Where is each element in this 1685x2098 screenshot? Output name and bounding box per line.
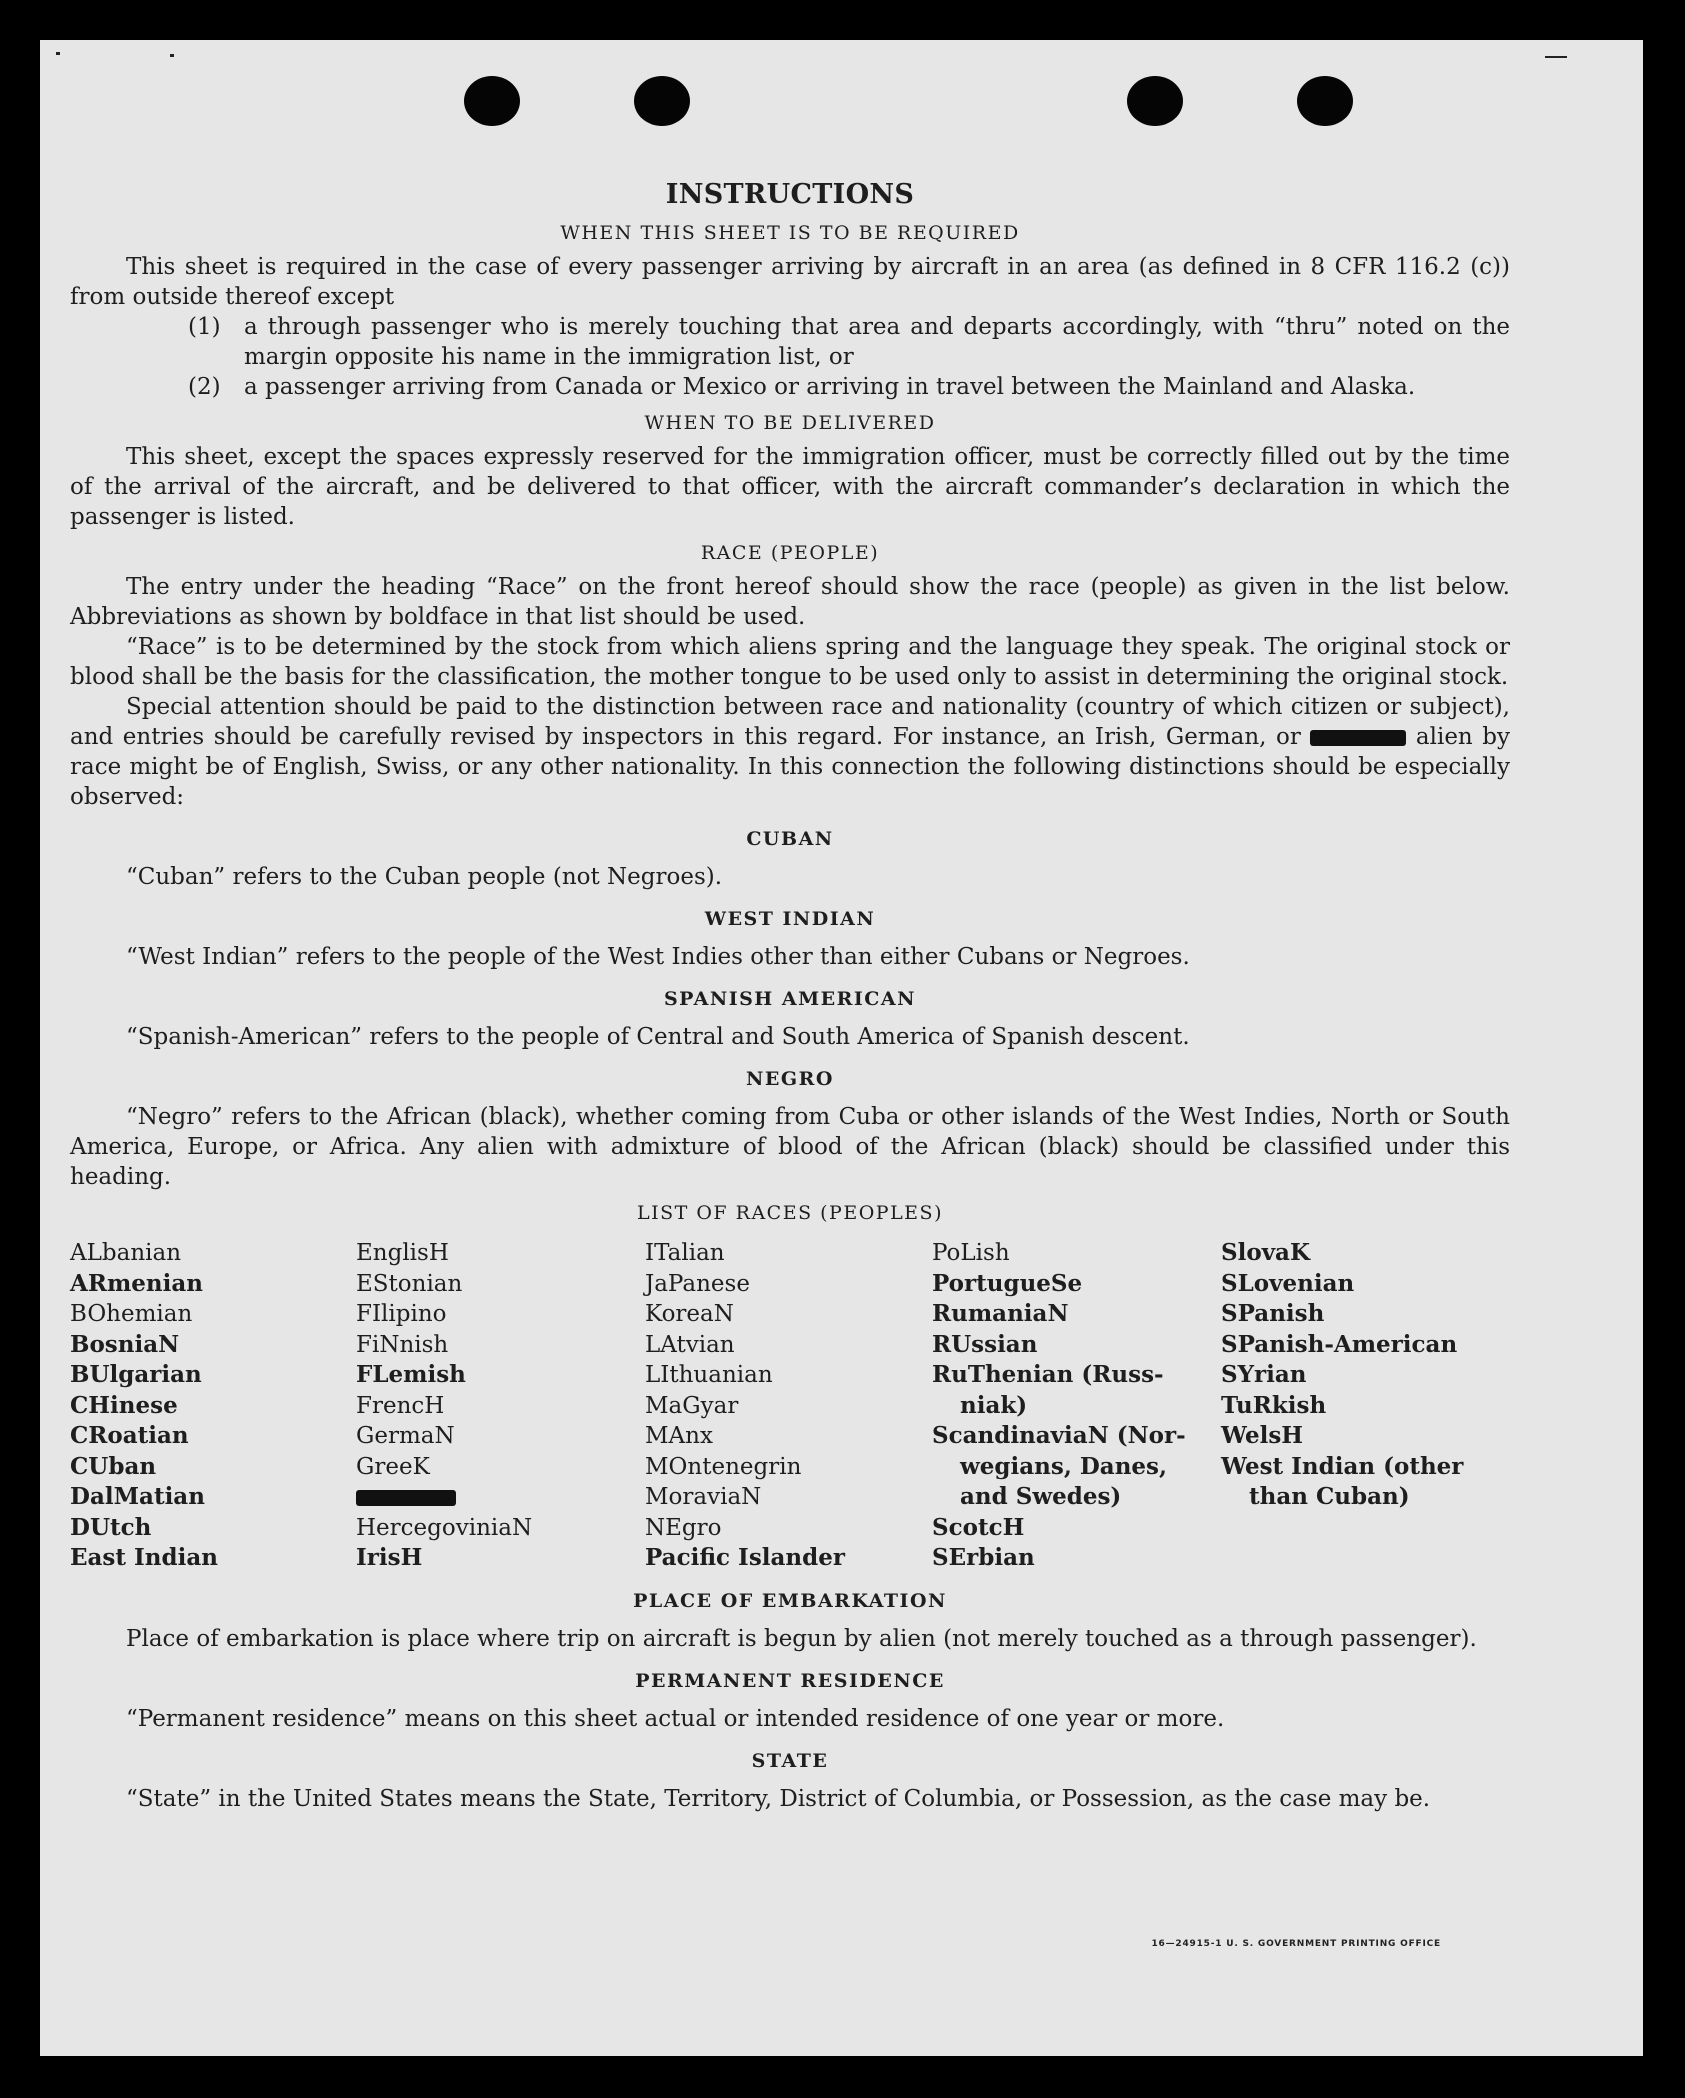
heading-spanish-american: SPANISH AMERICAN xyxy=(663,988,917,1010)
exception-number: (1) xyxy=(188,314,221,340)
race-paragraph-3-start: Special attention should be paid to the distinction between race and nationality (country of which citizen or subject), and entries should be carefully revised by inspectors in this regard. For instance, an Irish, German, or xyxy=(70,694,1510,750)
cuban-text: “Cuban” refers to the Cuban people (not Negroes). xyxy=(126,864,723,890)
race-list-item: CHinese xyxy=(70,1391,178,1419)
heading-delivered: WHEN TO BE DELIVERED xyxy=(644,412,936,434)
race-list-item: Pacific Islander xyxy=(645,1544,845,1571)
race-list-item: EStonian xyxy=(356,1270,463,1297)
west-indian-text: “West Indian” refers to the people of the West Indies other than either Cubans or Negroes. xyxy=(126,944,1190,970)
race-list-item: LIthuanian xyxy=(645,1362,773,1388)
race-list-item: ALbanian xyxy=(70,1240,182,1266)
race-paragraph-2: “Race” is to be determined by the stock from which aliens spring and the language they speak. The original stock or blood shall be the basis for the classification, the mother tongue to be used only to assist in determining the original stock. xyxy=(70,634,1510,690)
race-list xyxy=(70,1238,1510,1574)
scan-speck xyxy=(170,54,174,57)
race-column-3 xyxy=(645,1238,932,1574)
race-paragraph-3-end: alien by race might be of English, Swiss, or any other nationality. In this connection the following distinctions should be especially observed: xyxy=(70,724,1510,810)
race-list-item: FIlipino xyxy=(356,1301,447,1327)
race-list-item: SlovaK xyxy=(1221,1239,1310,1266)
race-list-item: BosniaN xyxy=(70,1330,180,1358)
race-column-2-top xyxy=(356,1238,645,1482)
punch-hole xyxy=(1297,76,1353,126)
race-list-item: PoLish xyxy=(932,1240,1010,1266)
delivered-text: This sheet, except the spaces expressly reserved for the immigration officer, must be correctly filled out by the time of the arrival of the aircraft, and be delivered to that officer, with the aircraft commander’s declaration in which the passenger is listed. xyxy=(70,444,1510,530)
heading-race: RACE (PEOPLE) xyxy=(700,542,880,564)
heading-embarkation: PLACE OF EMBARKATION xyxy=(633,1589,947,1612)
race-column-4 xyxy=(932,1238,1221,1574)
race-list-item: KoreaN xyxy=(645,1301,734,1327)
race-list-item: SYrian xyxy=(1221,1361,1307,1388)
race-list-item: wegians, Danes, xyxy=(960,1452,1167,1480)
race-list-item: DUtch xyxy=(70,1513,152,1541)
race-list-item: MaGyar xyxy=(645,1392,739,1419)
required-intro: This sheet is required in the case of every passenger arriving by aircraft in an area (as defined in 8 CFR 116.2 (c)) from outside thereof except xyxy=(70,254,1510,310)
scan-speck xyxy=(56,52,60,55)
heading-permanent-residence: PERMANENT RESIDENCE xyxy=(635,1669,945,1692)
race-list-item: MOntenegrin xyxy=(645,1453,802,1480)
heading-required: WHEN THIS SHEET IS TO BE REQUIRED xyxy=(560,222,1020,244)
race-list-item: GreeK xyxy=(356,1453,430,1480)
race-column-1 xyxy=(70,1238,356,1574)
punch-hole xyxy=(1127,76,1183,126)
exception-text: a passenger arriving from Canada or Mexico or arriving in travel between the Mainland and Alaska. xyxy=(244,374,1416,400)
race-list-item: SLovenian xyxy=(1221,1269,1355,1297)
race-list-item: TuRkish xyxy=(1221,1391,1327,1419)
exception-item xyxy=(188,312,1510,372)
exception-text: a through passenger who is merely touching that area and departs accordingly, with “thru” noted on the margin opposite his name in the immigration list, or xyxy=(244,314,1510,370)
race-list-item: MAnx xyxy=(645,1423,713,1449)
race-list-item: DalMatian xyxy=(70,1483,205,1510)
race-list-item: CRoatian xyxy=(70,1422,189,1449)
race-list-item: HercegoviniaN xyxy=(356,1514,533,1541)
negro-text: “Negro” refers to the African (black), whether coming from Cuba or other islands of the West Indies, North or South America, Europe, or Africa. Any alien with admixture of blood of the African (black) should be classified under this heading. xyxy=(70,1104,1510,1190)
heading-list-of-races: LIST OF RACES (PEOPLES) xyxy=(637,1202,943,1224)
page-title: INSTRUCTIONS xyxy=(665,179,915,210)
race-list-item: FiNnish xyxy=(356,1331,449,1358)
race-list-item: niak) xyxy=(960,1391,1028,1419)
race-list-item: ScandinaviaN (Nor- xyxy=(932,1422,1186,1449)
race-column-5 xyxy=(1221,1238,1510,1574)
embarkation-text: Place of embarkation is place where trip on aircraft is begun by alien (not merely touched as a through passenger). xyxy=(126,1625,1477,1652)
race-paragraph-3 xyxy=(70,692,1510,812)
race-list-item: RUssian xyxy=(932,1330,1038,1358)
race-column-2 xyxy=(356,1238,645,1574)
race-list-item: BOhemian xyxy=(70,1301,193,1327)
race-list-item-redacted xyxy=(356,1482,645,1513)
race-list-item: ARmenian xyxy=(70,1269,204,1297)
punch-hole xyxy=(634,76,690,126)
race-list-item: RumaniaN xyxy=(932,1300,1069,1327)
exception-number: (2) xyxy=(188,374,221,400)
race-list-item: ScotcH xyxy=(932,1513,1025,1541)
form-sheet xyxy=(40,40,1643,2056)
redaction-mark xyxy=(356,1490,456,1506)
race-list-item: GermaN xyxy=(356,1423,455,1449)
race-list-item: PortugueSe xyxy=(932,1269,1083,1297)
exception-item xyxy=(188,372,1510,402)
punch-hole xyxy=(464,76,520,126)
state-text: “State” in the United States means the State, Territory, District of Columbia, or Possession, as the case may be. xyxy=(126,1785,1431,1812)
race-column-2-bottom xyxy=(356,1513,645,1574)
spanish-american-text: “Spanish-American” refers to the people of Central and South America of Spanish descent. xyxy=(126,1024,1190,1050)
race-list-item: East Indian xyxy=(70,1544,218,1571)
race-list-item: WelsH xyxy=(1221,1422,1304,1449)
race-list-item: SPanish xyxy=(1221,1300,1325,1327)
race-list-item: RuThenian (Russ- xyxy=(932,1361,1164,1388)
instructions-body xyxy=(70,180,1510,1814)
race-list-item: FLemish xyxy=(356,1361,466,1388)
printing-office-code: 16—24915-1 U. S. GOVERNMENT PRINTING OFFICE xyxy=(1151,1939,1441,1949)
race-list-item: LAtvian xyxy=(645,1331,735,1358)
race-list-item: FrencH xyxy=(356,1392,445,1419)
redaction-mark xyxy=(1310,730,1406,746)
scan-speck xyxy=(1545,56,1567,58)
residence-text: “Permanent residence” means on this sheet actual or intended residence of one year or more. xyxy=(126,1705,1225,1732)
race-list-item: EnglisH xyxy=(356,1240,449,1266)
race-list-item: SPanish-American xyxy=(1221,1330,1458,1358)
race-list-item: CUban xyxy=(70,1452,157,1480)
race-list-item: ITalian xyxy=(645,1240,725,1266)
race-list-item: NEgro xyxy=(645,1514,722,1541)
race-list-item: than Cuban) xyxy=(1249,1483,1410,1510)
race-list-item: IrisH xyxy=(356,1544,423,1571)
heading-cuban: CUBAN xyxy=(746,828,834,850)
race-list-item: BUlgarian xyxy=(70,1361,202,1388)
race-list-item: MoraviaN xyxy=(645,1484,762,1510)
heading-negro: NEGRO xyxy=(746,1068,834,1090)
heading-west-indian: WEST INDIAN xyxy=(704,908,876,930)
race-list-item: SErbian xyxy=(932,1544,1035,1571)
race-list-item: JaPanese xyxy=(645,1270,750,1297)
race-list-item: West Indian (other xyxy=(1221,1452,1464,1480)
heading-state: STATE xyxy=(751,1749,829,1772)
race-list-item: and Swedes) xyxy=(960,1483,1122,1510)
race-paragraph-1: The entry under the heading “Race” on the front hereof should show the race (people) as given in the list below. Abbreviations as shown by boldface in that list should be used. xyxy=(70,574,1510,630)
